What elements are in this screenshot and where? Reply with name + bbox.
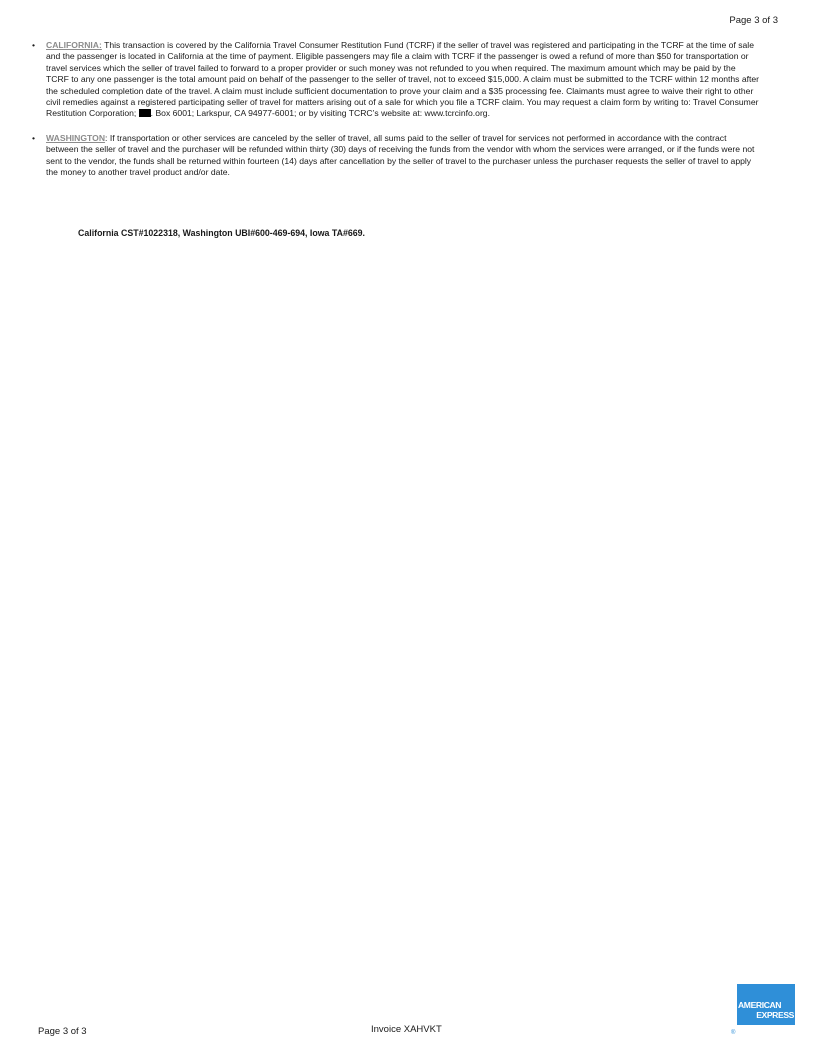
- redaction-block: [139, 109, 151, 117]
- washington-heading-link[interactable]: WASHINGTON: [46, 132, 106, 143]
- logo-line-express: EXPRESS: [756, 1010, 794, 1020]
- page-number-header: Page 3 of 3: [729, 15, 778, 26]
- california-heading-link[interactable]: CALIFORNIA:: [46, 40, 102, 50]
- california-disclosure: [30, 40, 760, 120]
- washington-text: : If transportation or other services are canceled by the seller of travel, all sums paid to the seller of travel for services not performed in accordance with the contract between the seller of travel and the purchaser will be refunded within thirty (30) days of receiving the funds from the vendor with whom the services were arranged, or if the funds were not sent to the vendor, the funds shall be returned within fourteen (14) days after cancellation by the seller of travel to the purchaser unless the purchaser requests the seller of travel to apply the money to another travel product and/or date.: [46, 132, 755, 178]
- bullet-icon: •: [32, 132, 36, 143]
- california-text: This transaction is covered by the California Travel Consumer Restitution Fund (TCRF) if the seller of travel was registered and participating in the TCRF at the time of sale and the passenger is located in California at the time of payment. Eligible passengers may file a claim with TCRF if the passenger is owed a refund of more than $50 for transportation or travel services which the seller of travel failed to forward to a proper provider or such money was not refunded to you when required. The maximum amount which may be paid by the TCRF to any one passenger is the total amount paid on behalf of the passenger to the seller of travel, not to exceed $15,000. A claim must be submitted to the TCRF within 12 months after the scheduled completion date of the travel. A claim must include sufficient documentation to prove your claim and a $35 processing fee. Claimants must agree to waive their right to other civil remedies against a registered participating seller of travel for matters arising out of a sale for which you file a TCRF claim. You may request a claim form by writing to: Travel Consumer Restitution Corporation;: [46, 40, 760, 119]
- state-disclosure-list: [30, 40, 760, 191]
- american-express-logo: [737, 984, 795, 1025]
- logo-line-american: AMERICAN: [738, 1000, 782, 1010]
- bullet-icon: •: [32, 40, 36, 50]
- california-text-continued: . Box 6001; Larkspur, CA 94977-6001; or by visiting TCRC’s website at: www.tcrcinfo.org.: [150, 108, 490, 119]
- invoice-number: Invoice XAHVKT: [371, 1024, 442, 1035]
- page-number-footer: Page 3 of 3: [38, 1026, 87, 1037]
- registered-trademark-icon: ®: [731, 1030, 736, 1036]
- washington-disclosure: [30, 133, 760, 179]
- registration-numbers: California CST#1022318, Washington UBI#600-469-694, Iowa TA#669.: [78, 228, 365, 238]
